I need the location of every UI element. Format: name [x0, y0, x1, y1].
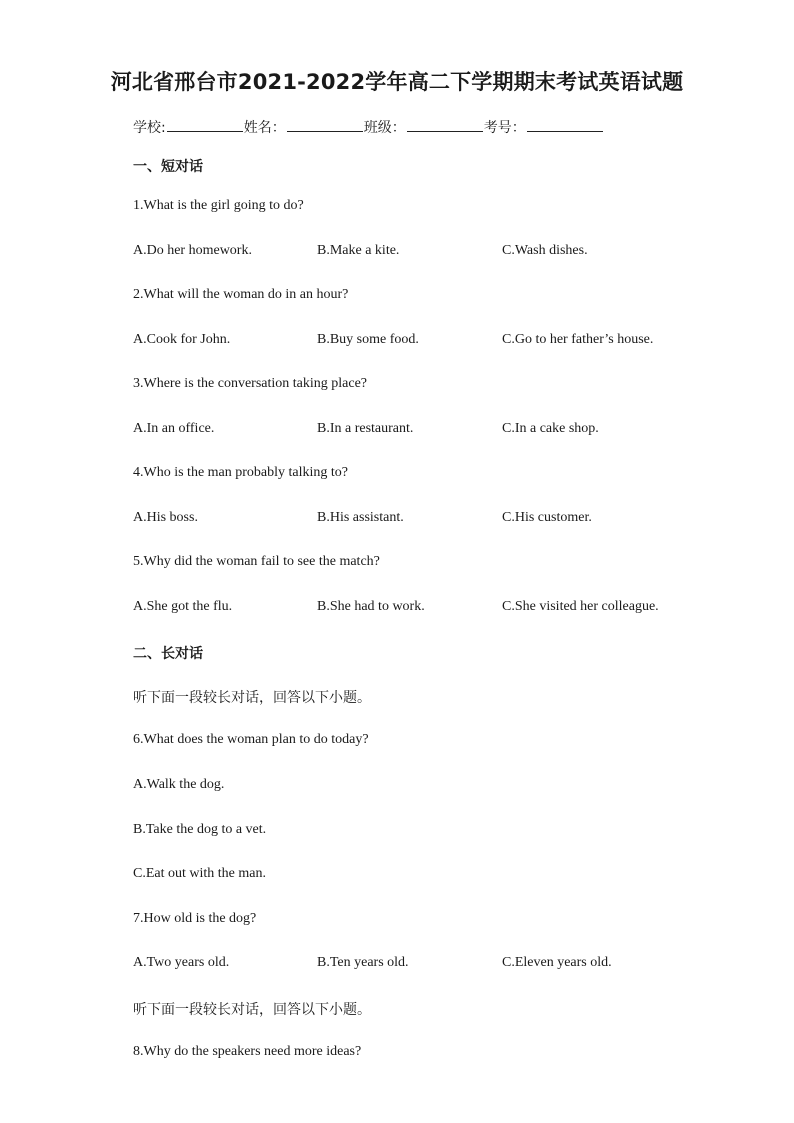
option-c: C.Eat out with the man.: [133, 866, 266, 881]
class-blank[interactable]: [407, 119, 483, 132]
student-info-line: [133, 117, 604, 137]
option-a: A.Cook for John.: [133, 332, 231, 347]
number-label: 考号：: [483, 120, 526, 136]
option-a: A.She got the flu.: [133, 599, 233, 614]
page-title: 河北省邢台市2021-2022学年高二下学期期末考试英语试题: [110, 70, 684, 94]
option-a: A.Two years old.: [133, 955, 230, 970]
question-text: 8.Why do the speakers need more ideas?: [133, 1044, 362, 1059]
name-label: 姓名：: [243, 120, 286, 136]
option-a: A.His boss.: [133, 510, 198, 525]
option-b: B.In a restaurant.: [317, 421, 414, 436]
option-c: C.Wash dishes.: [502, 243, 588, 258]
option-b: B.His assistant.: [317, 510, 404, 525]
instruction-text: 听下面一段较长对话，回答以下小题。: [133, 1002, 371, 1018]
option-c: C.She visited her colleague.: [502, 599, 659, 614]
option-b: B.Ten years old.: [317, 955, 409, 970]
name-blank[interactable]: [287, 119, 363, 132]
question-text: 2.What will the woman do in an hour?: [133, 287, 349, 302]
question-text: 4.Who is the man probably talking to?: [133, 465, 349, 480]
option-b: B.Take the dog to a vet.: [133, 822, 267, 837]
question-text: 7.How old is the dog?: [133, 911, 257, 926]
option-c: C.His customer.: [502, 510, 592, 525]
question-text: 6.What does the woman plan to do today?: [133, 732, 369, 747]
school-label: 学校:: [133, 120, 166, 136]
option-b: B.Buy some food.: [317, 332, 419, 347]
instruction-text: 听下面一段较长对话，回答以下小题。: [133, 690, 371, 706]
class-label: 班级：: [363, 120, 406, 136]
number-blank[interactable]: [527, 119, 603, 132]
section-heading-short: 一、短对话: [133, 159, 203, 175]
option-c: C.Eleven years old.: [502, 955, 612, 970]
question-text: 5.Why did the woman fail to see the match?: [133, 554, 380, 569]
question-text: 3.Where is the conversation taking place?: [133, 376, 368, 391]
option-c: C.In a cake shop.: [502, 421, 599, 436]
question-text: 1.What is the girl going to do?: [133, 198, 304, 213]
option-a: A.In an office.: [133, 421, 215, 436]
option-b: B.She had to work.: [317, 599, 425, 614]
option-a: A.Do her homework.: [133, 243, 252, 258]
section-heading-long: 二、长对话: [133, 646, 203, 662]
option-a: A.Walk the dog.: [133, 777, 225, 792]
school-blank[interactable]: [167, 119, 243, 132]
option-c: C.Go to her father’s house.: [502, 332, 654, 347]
option-b: B.Make a kite.: [317, 243, 400, 258]
